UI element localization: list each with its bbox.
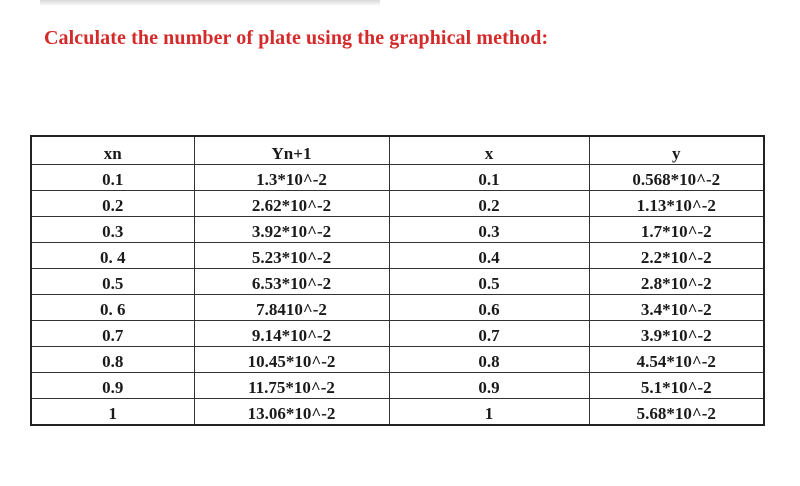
xn-cell: 0.7 <box>31 321 194 347</box>
x-cell: 0.1 <box>389 165 589 191</box>
y-cell: 3.9*10^-2 <box>589 321 764 347</box>
yn-plus-1-cell: 11.75*10^-2 <box>194 373 389 399</box>
table-row <box>31 165 764 191</box>
data-table-container <box>30 135 763 426</box>
xn-cell: 0.3 <box>31 217 194 243</box>
header-y: y <box>589 136 764 165</box>
y-cell: 5.1*10^-2 <box>589 373 764 399</box>
xn-cell: 0. 4 <box>31 243 194 269</box>
yn-plus-1-cell: 7.8410^-2 <box>194 295 389 321</box>
table-row <box>31 243 764 269</box>
yn-plus-1-cell: 13.06*10^-2 <box>194 399 389 426</box>
x-cell: 0.9 <box>389 373 589 399</box>
table-row <box>31 347 764 373</box>
table-row <box>31 295 764 321</box>
y-cell: 2.8*10^-2 <box>589 269 764 295</box>
y-cell: 0.568*10^-2 <box>589 165 764 191</box>
table-row <box>31 191 764 217</box>
table-row <box>31 399 764 426</box>
table-row <box>31 269 764 295</box>
table-body <box>31 165 764 426</box>
header-yn-plus-1: Yn+1 <box>194 136 389 165</box>
y-cell: 4.54*10^-2 <box>589 347 764 373</box>
table-row <box>31 373 764 399</box>
x-cell: 0.7 <box>389 321 589 347</box>
x-cell: 0.4 <box>389 243 589 269</box>
yn-plus-1-cell: 10.45*10^-2 <box>194 347 389 373</box>
x-cell: 1 <box>389 399 589 426</box>
xn-cell: 0. 6 <box>31 295 194 321</box>
page-heading: Calculate the number of plate using the graphical method: <box>44 27 549 49</box>
x-cell: 0.5 <box>389 269 589 295</box>
xn-cell: 0.5 <box>31 269 194 295</box>
y-cell: 5.68*10^-2 <box>589 399 764 426</box>
y-cell: 2.2*10^-2 <box>589 243 764 269</box>
header-xn: xn <box>31 136 194 165</box>
y-cell: 1.13*10^-2 <box>589 191 764 217</box>
cropped-text-remnant <box>40 0 380 6</box>
header-x: x <box>389 136 589 165</box>
yn-plus-1-cell: 2.62*10^-2 <box>194 191 389 217</box>
x-cell: 0.6 <box>389 295 589 321</box>
y-cell: 3.4*10^-2 <box>589 295 764 321</box>
xn-cell: 0.1 <box>31 165 194 191</box>
xn-cell: 0.9 <box>31 373 194 399</box>
data-table <box>30 135 765 426</box>
x-cell: 0.3 <box>389 217 589 243</box>
table-row <box>31 321 764 347</box>
x-cell: 0.2 <box>389 191 589 217</box>
yn-plus-1-cell: 5.23*10^-2 <box>194 243 389 269</box>
xn-cell: 0.2 <box>31 191 194 217</box>
xn-cell: 1 <box>31 399 194 426</box>
table-row <box>31 217 764 243</box>
table-header-row <box>31 136 764 165</box>
yn-plus-1-cell: 1.3*10^-2 <box>194 165 389 191</box>
yn-plus-1-cell: 6.53*10^-2 <box>194 269 389 295</box>
xn-cell: 0.8 <box>31 347 194 373</box>
yn-plus-1-cell: 3.92*10^-2 <box>194 217 389 243</box>
yn-plus-1-cell: 9.14*10^-2 <box>194 321 389 347</box>
y-cell: 1.7*10^-2 <box>589 217 764 243</box>
x-cell: 0.8 <box>389 347 589 373</box>
